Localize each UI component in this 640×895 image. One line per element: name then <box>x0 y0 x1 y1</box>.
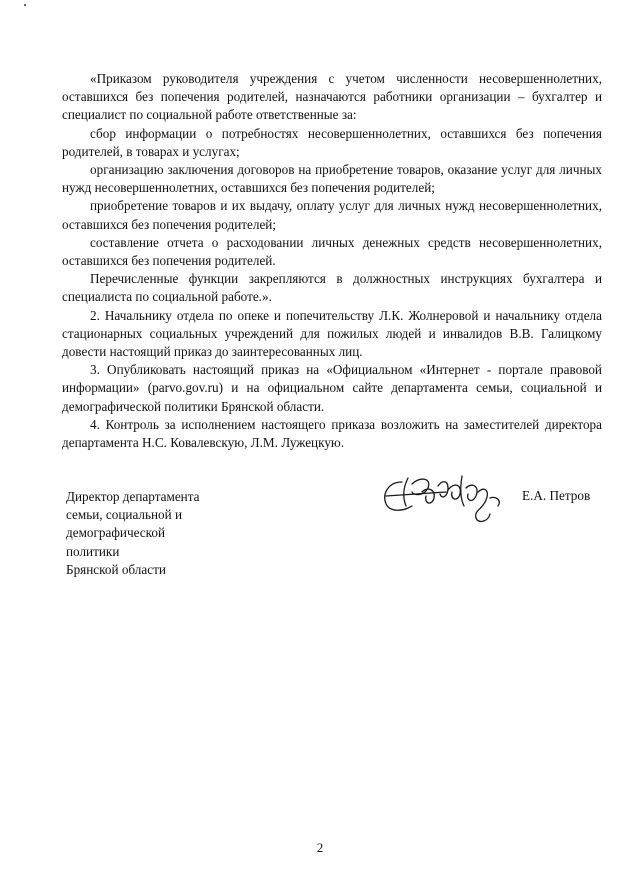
page-number: 2 <box>316 840 324 855</box>
handwritten-signature <box>378 466 510 528</box>
scan-speck <box>24 4 26 6</box>
paragraph-1: «Приказом руководителя учреждения с учетом численности несовершеннолетних, оставшихся без попечения родителей, назначаются работники организации – бухгалтер и специалист по социальной работе ответственные за: <box>62 71 602 123</box>
paragraph-9: 4. Контроль за исполнением настоящего приказа возложить на заместителей директора департамента Н.С. Ковалевскую, Л.М. Лужецкую. <box>62 416 602 451</box>
paragraph-7: 2. Начальнику отдела по опеке и попечительству Л.К. Жолнеровой и начальнику отдела стационарных социальных учреждений для пожилых людей и инвалидов В.В. Галицкому довести настоящий приказ до заинтересованных лиц. <box>62 307 602 360</box>
position-line-4: политики <box>66 543 120 559</box>
position-line-5: Брянской области <box>66 561 166 577</box>
position-line-3: демографической <box>66 525 166 541</box>
paragraph-8: 3. Опубликовать настоящий приказ на «Официальном «Интернет - портале правовой информации» (parvo.gov.ru) и на официальном сайте департамента семьи, социальной и демографической политики Брянской области. <box>62 362 602 414</box>
paragraph-3: организацию заключения договоров на приобретение товаров, оказание услуг для личных нужд несовершеннолетних, оставшихся без попечения родителей; <box>62 162 602 196</box>
position-line-2: семьи, социальной и <box>66 507 183 523</box>
paragraph-5: составление отчета о расходовании личных денежных средств несовершеннолетних, оставшихся без попечения родителей. <box>62 234 602 269</box>
signatory-position <box>66 488 236 579</box>
position-line-1: Директор департамента <box>66 489 200 504</box>
signer-name: Е.А. Петров <box>522 488 591 503</box>
paragraph-2: сбор информации о потребностях несовершеннолетних, оставшихся без попечения родителей, в товарах и услугах; <box>62 125 602 159</box>
paragraph-4: приобретение товаров и их выдачу, оплату услуг для личных нужд несовершеннолетних, оставшихся без попечения родителей; <box>62 198 602 232</box>
body-text <box>62 70 602 452</box>
paragraph-6: Перечисленные функции закрепляются в должностных инструкциях бухгалтера и специалиста по социальной работе.». <box>62 271 602 305</box>
